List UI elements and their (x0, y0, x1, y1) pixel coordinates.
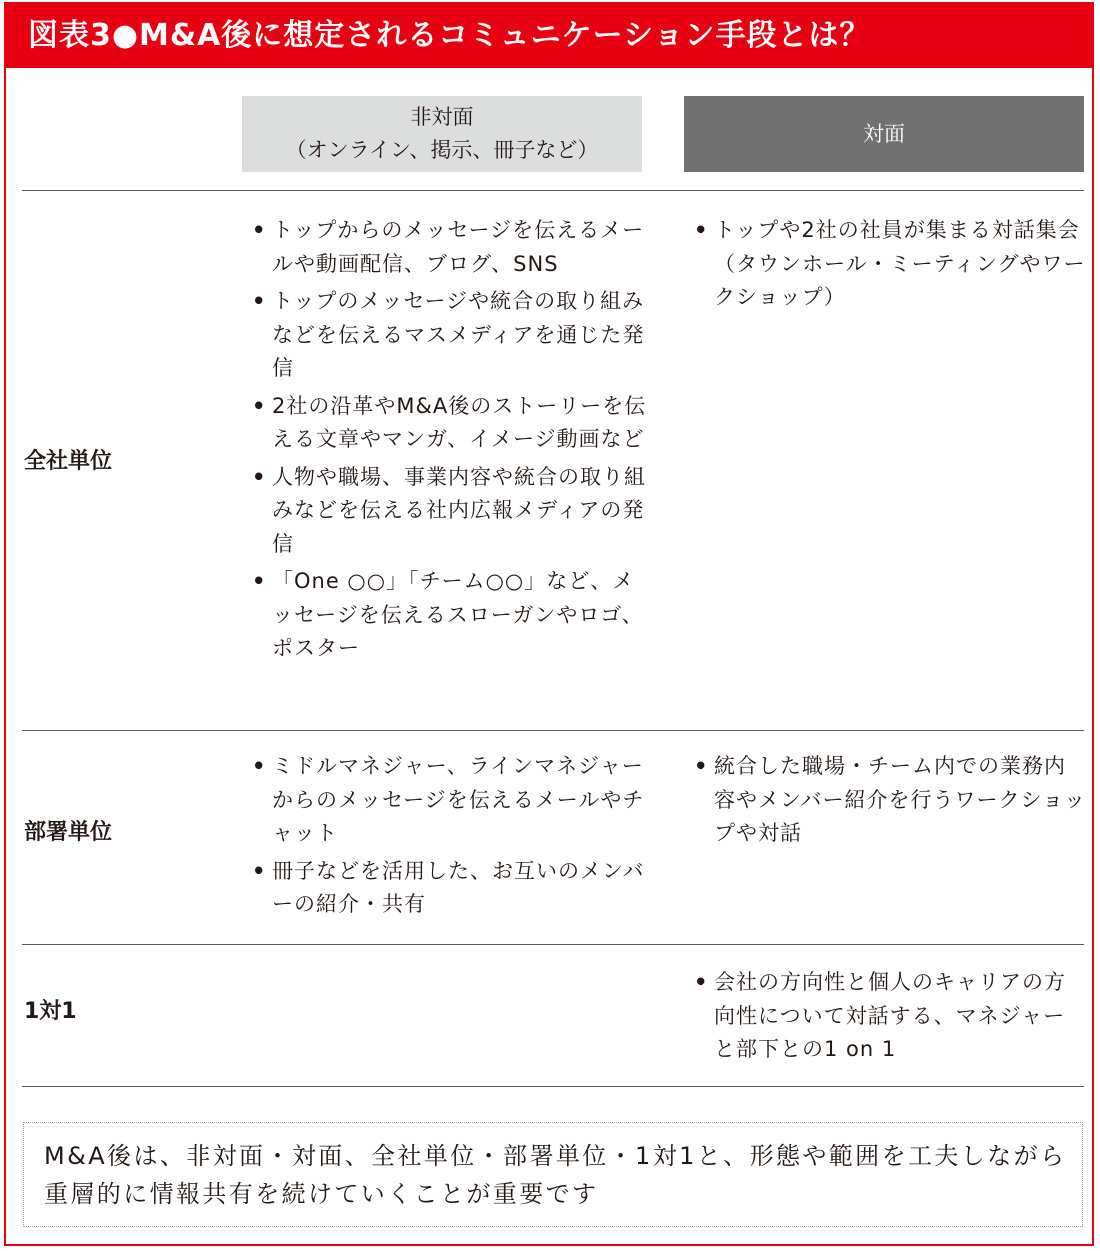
row-label-one-on-one: 1対1 (24, 999, 77, 1024)
list-item: • 人物や職場、事業内容や統合の取り組みなどを伝える社内広報メディアの発信 (250, 461, 650, 562)
column-header-online-label: 非対面 (410, 105, 474, 129)
divider (22, 730, 1084, 731)
bullet-icon: • (694, 754, 709, 778)
bullet-icon: • (694, 218, 709, 242)
bullet-icon: • (252, 569, 267, 593)
bullet-icon: • (252, 858, 267, 883)
list-item: • 冊子などを活用した、お互いのメンバーの紹介・共有 (250, 855, 650, 922)
figure-frame (4, 2, 1094, 1246)
list-item: • 「One ○○」「チーム○○」など、メッセージを伝えるスローガンやロゴ、ポスター (250, 565, 650, 666)
list-item: • トップや2社の社員が集まる対話集会（タウンホール・ミーティングやワークショップ） (692, 214, 1087, 315)
bullet-icon: • (252, 464, 267, 489)
bullet-icon: • (252, 218, 267, 242)
list-item: • 会社の方向性と個人のキャリアの方向性について対話する、マネジャーと部下との1 on 1 (692, 966, 1087, 1067)
column-header-online (242, 96, 642, 172)
row-label-company: 全社単位 (24, 449, 113, 474)
figure-title: 図表3●M&A後に想定されるコミュニケーション手段とは？ (6, 4, 1092, 68)
list-item: • ミドルマネジャー、ラインマネジャーからのメッセージを伝えるメールやチャット (250, 750, 650, 851)
divider (22, 944, 1084, 945)
cell-one-on-one-offline (692, 966, 1087, 1071)
list-item: • 統合した職場・チーム内での業務内容やメンバー紹介を行うワークショップや対話 (692, 750, 1087, 851)
cell-company-online (250, 214, 650, 670)
bullet-icon: • (252, 289, 267, 313)
column-header-offline (684, 96, 1084, 172)
list-item: • 2社の沿革やM&A後のストーリーを伝える文章やマンガ、イメージ動画など (250, 390, 650, 457)
cell-department-online (250, 750, 650, 926)
divider (22, 190, 1084, 191)
bullet-icon: • (694, 970, 709, 994)
cell-department-offline (692, 750, 1087, 855)
cell-company-offline (692, 214, 1087, 319)
bullet-icon: • (252, 393, 267, 418)
divider (22, 1086, 1084, 1087)
summary-note: M&A後は、非対面・対面、全社単位・部署単位・1対1と、形態や範囲を工夫しながら重層的に情報共有を続けていくことが重要です (23, 1122, 1083, 1227)
column-header-offline-label: 対面 (863, 121, 905, 146)
bullet-icon: • (252, 754, 267, 778)
column-header-online-sub: （オンライン、掲示、冊子など） (285, 138, 599, 162)
list-item: • トップからのメッセージを伝えるメールや動画配信、ブログ、SNS (250, 214, 650, 281)
row-label-department: 部署単位 (24, 820, 113, 845)
list-item: • トップのメッセージや統合の取り組みなどを伝えるマスメディアを通じた発信 (250, 285, 650, 386)
